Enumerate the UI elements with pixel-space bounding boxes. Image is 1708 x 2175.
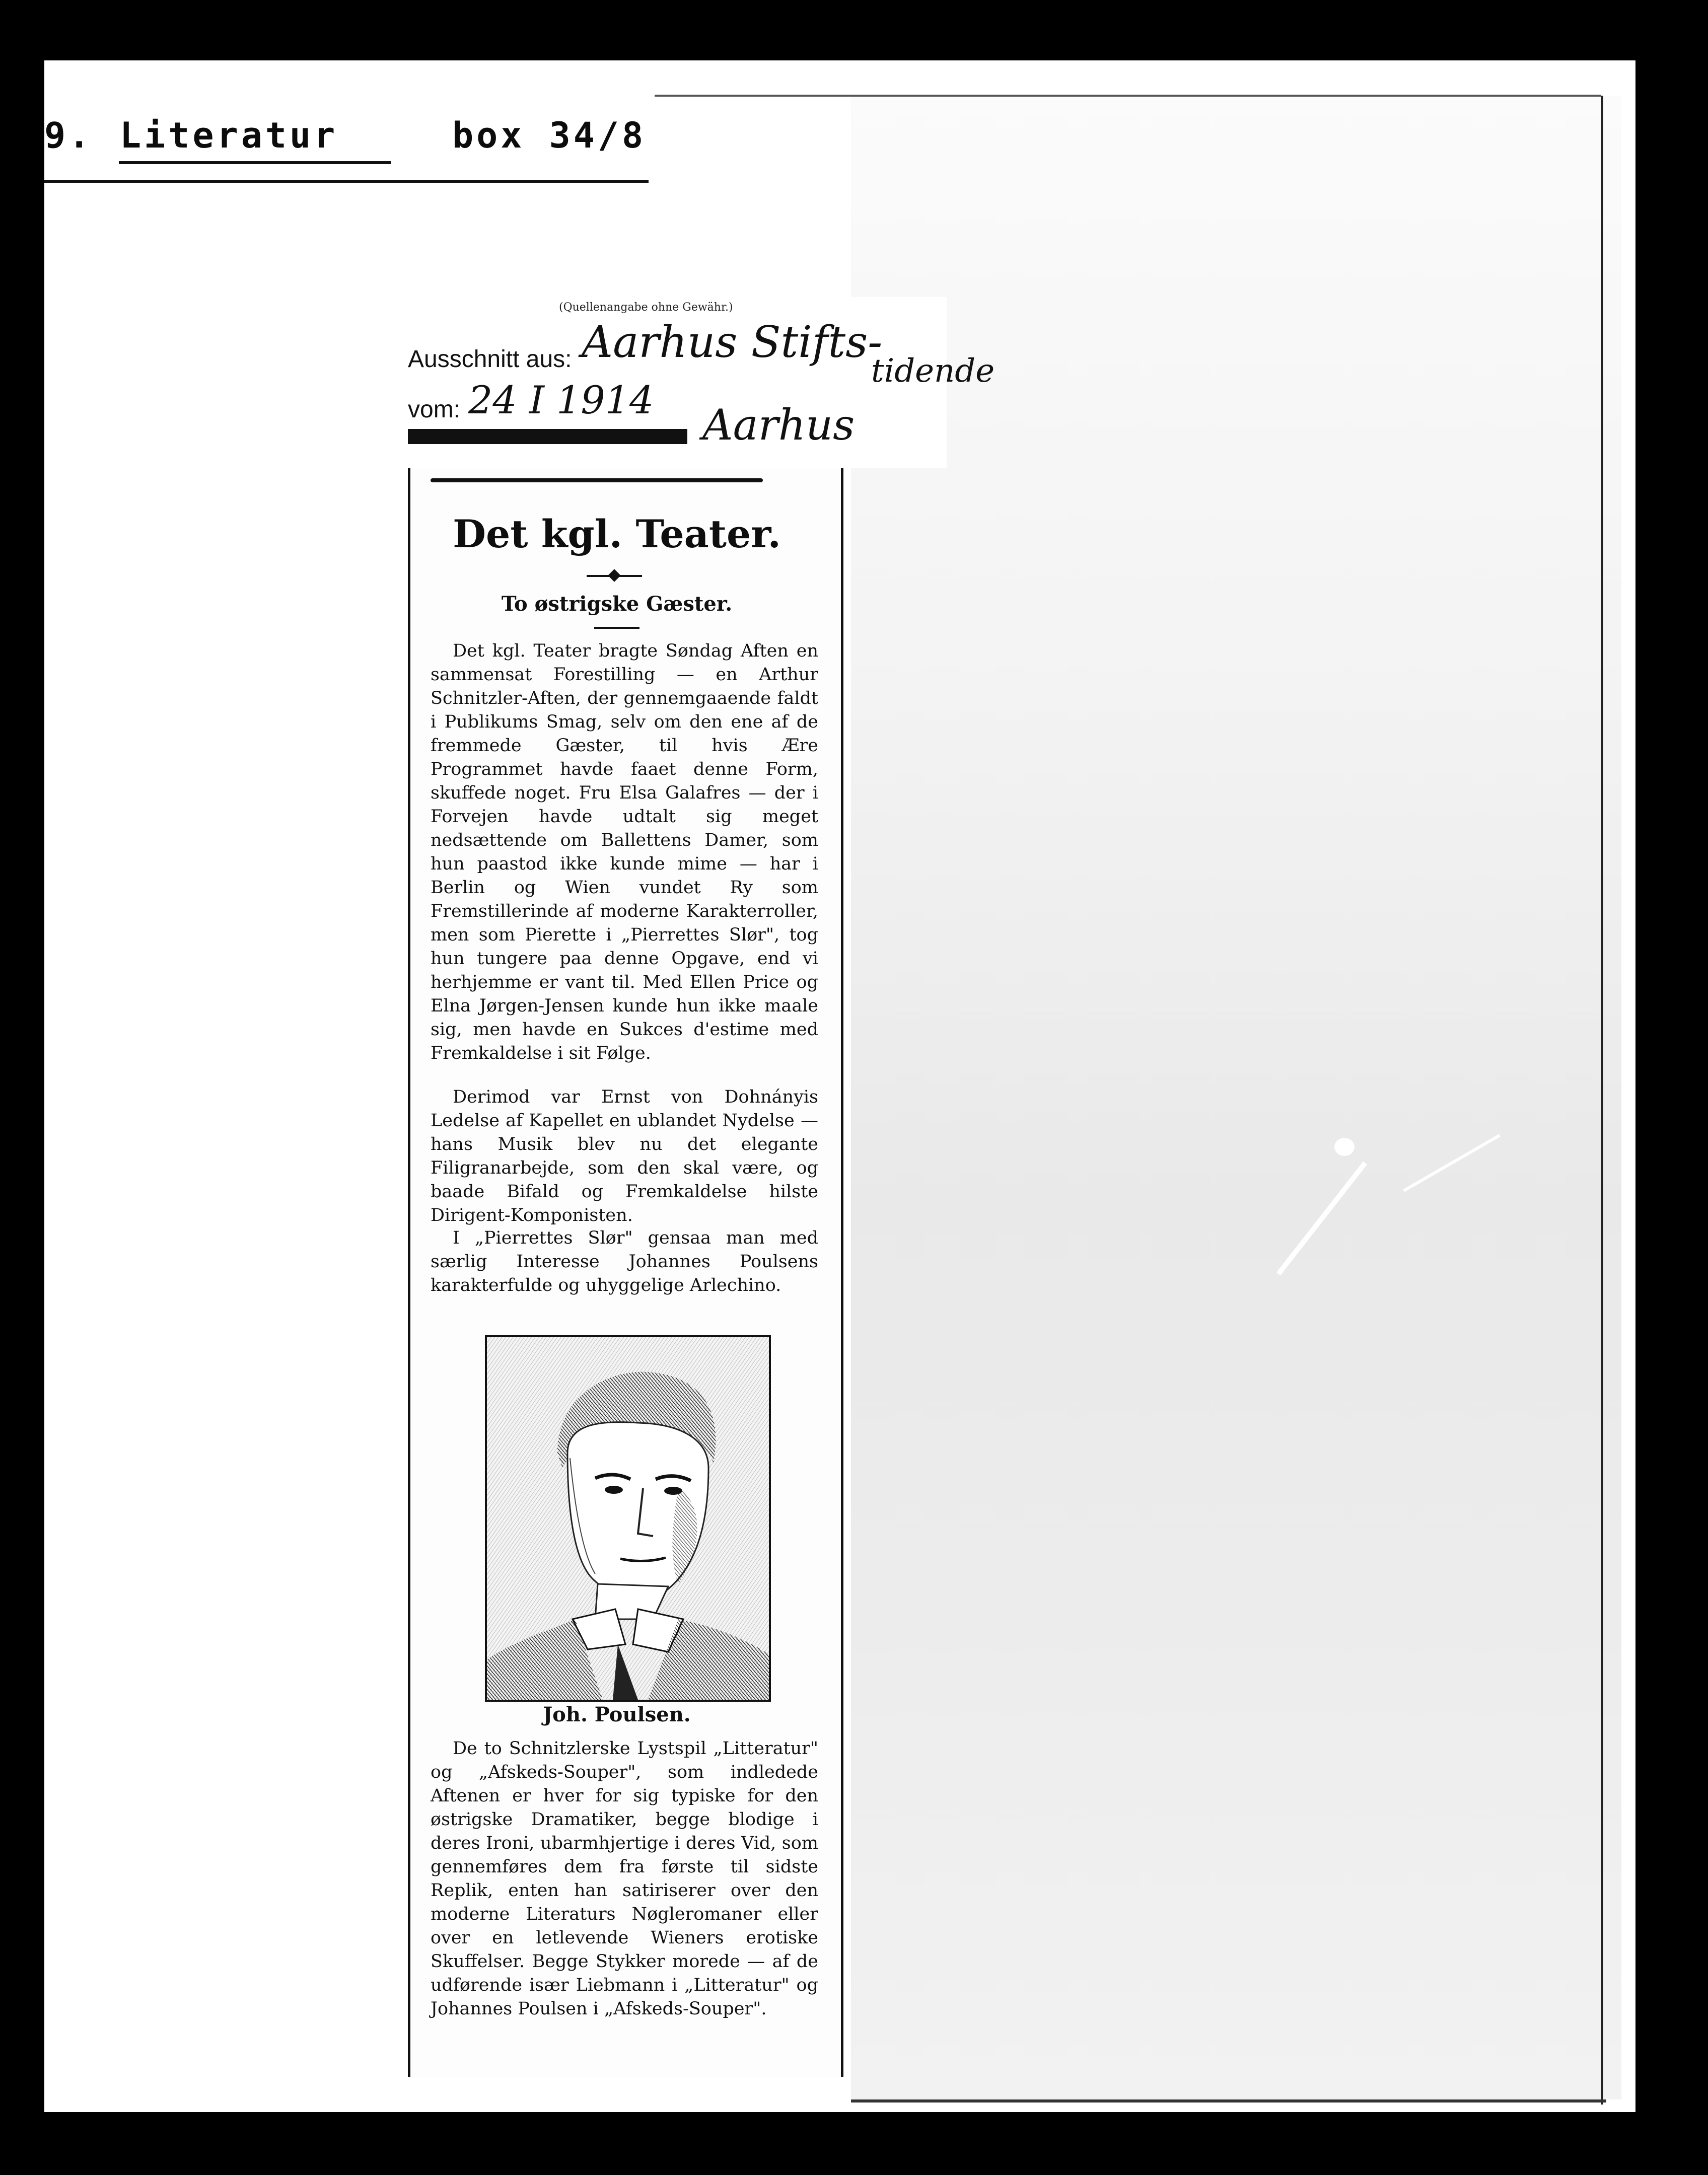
source-slip [403,297,995,468]
slip-label-from: Ausschnitt aus: [408,346,572,373]
header-underline [119,161,391,164]
handwritten-date: 24 I 1914 [468,378,654,422]
article-subtitle: To østrigske Gæster. [501,592,733,616]
article-title: Det kgl. Teater. [453,512,781,556]
article-paragraph: I „Pierrettes Slør" gensaa man med særlig Interesse Johannes Poulsens karakterfulde og uhyggelige Arlechino. [431,1228,818,1295]
sheet-blank-area [851,96,1621,2099]
sheet-edge [655,95,1601,97]
article-paragraph: De to Schnitzlerske Lystspil „Litteratur" og „Afskeds-Souper", som indledede Aftenen er hver for sig typiske for den østrigske Dramatiker, begge blodige i deres Ironi, ubarmhjertige i deres Vid, som gennemføres dem fra første til sidste Replik, enten han satiriserer over den moderne Literaturs Nøgleromaner eller over en letlevende Wieners erotiske Skuffelser. Begge Stykker morede — af de udførende især Liebmann i „Litteratur" og Johannes Poulsen i „Afskeds-Souper". [431,1738,818,2019]
header-category: Literatur [120,115,338,156]
slip-label-date: vom: [408,396,461,423]
diamond-ornament-icon [608,569,620,582]
portrait-image [485,1335,771,1702]
sheet-edge [1601,96,1603,2105]
scan-dust [1334,1138,1355,1156]
header-box-label: box 34/8 [452,115,647,156]
portrait-engraving [487,1337,769,1700]
handwritten-paper-name: Aarhus Stifts- [582,317,883,368]
subtitle-rule [594,627,639,629]
handwritten-paper-name-2: tidende [871,352,995,390]
handwritten-place: Aarhus [702,400,855,450]
header-divider [44,180,649,183]
portrait-caption: Joh. Poulsen. [543,1703,691,1726]
newspaper-clipping [408,468,843,2077]
slip-note: (Quellenangabe ohne Gewähr.) [559,301,733,314]
clipping-top-rule [431,478,763,482]
header-number: 9. [44,115,93,156]
article-paragraph: Det kgl. Teater bragte Søndag Aften en sammensat Forestilling — en Arthur Schnitzler-Aften, der gennemgaaende faldt i Publikums Smag, selv om den ene af de fremmede Gæster, til hvis Ære Programmet havde faaet denne Form, skuffede noget. Fru Elsa Galafres — der i Forvejen havde udtalt sig meget nedsættende om Ballettens Damer, som hun paastod ikke kunde mime — har i Berlin og Wien vundet Ry som Fremstillerinde af moderne Karakterroller, men som Pierette i „Pierrettes Slør", tog hun tungere paa denne Opgave, end vi herhjemme er vant til. Med Ellen Price og Elna Jørgen-Jensen kunde hun ikke maale sig, men havde en Sukces d'estime med Fremkaldelse i sit Følge. [431,641,818,1063]
article-paragraph: Derimod var Ernst von Dohnányis Ledelse af Kapellet en ublandet Nydelse — hans Musik blev nu det elegante Filigranarbejde, som den skal være, og baade Bifald og Fremkaldelse hilste Dirigent-Komponisten. [431,1087,818,1225]
sheet-edge [851,2099,1606,2102]
slip-black-bar [408,429,687,444]
